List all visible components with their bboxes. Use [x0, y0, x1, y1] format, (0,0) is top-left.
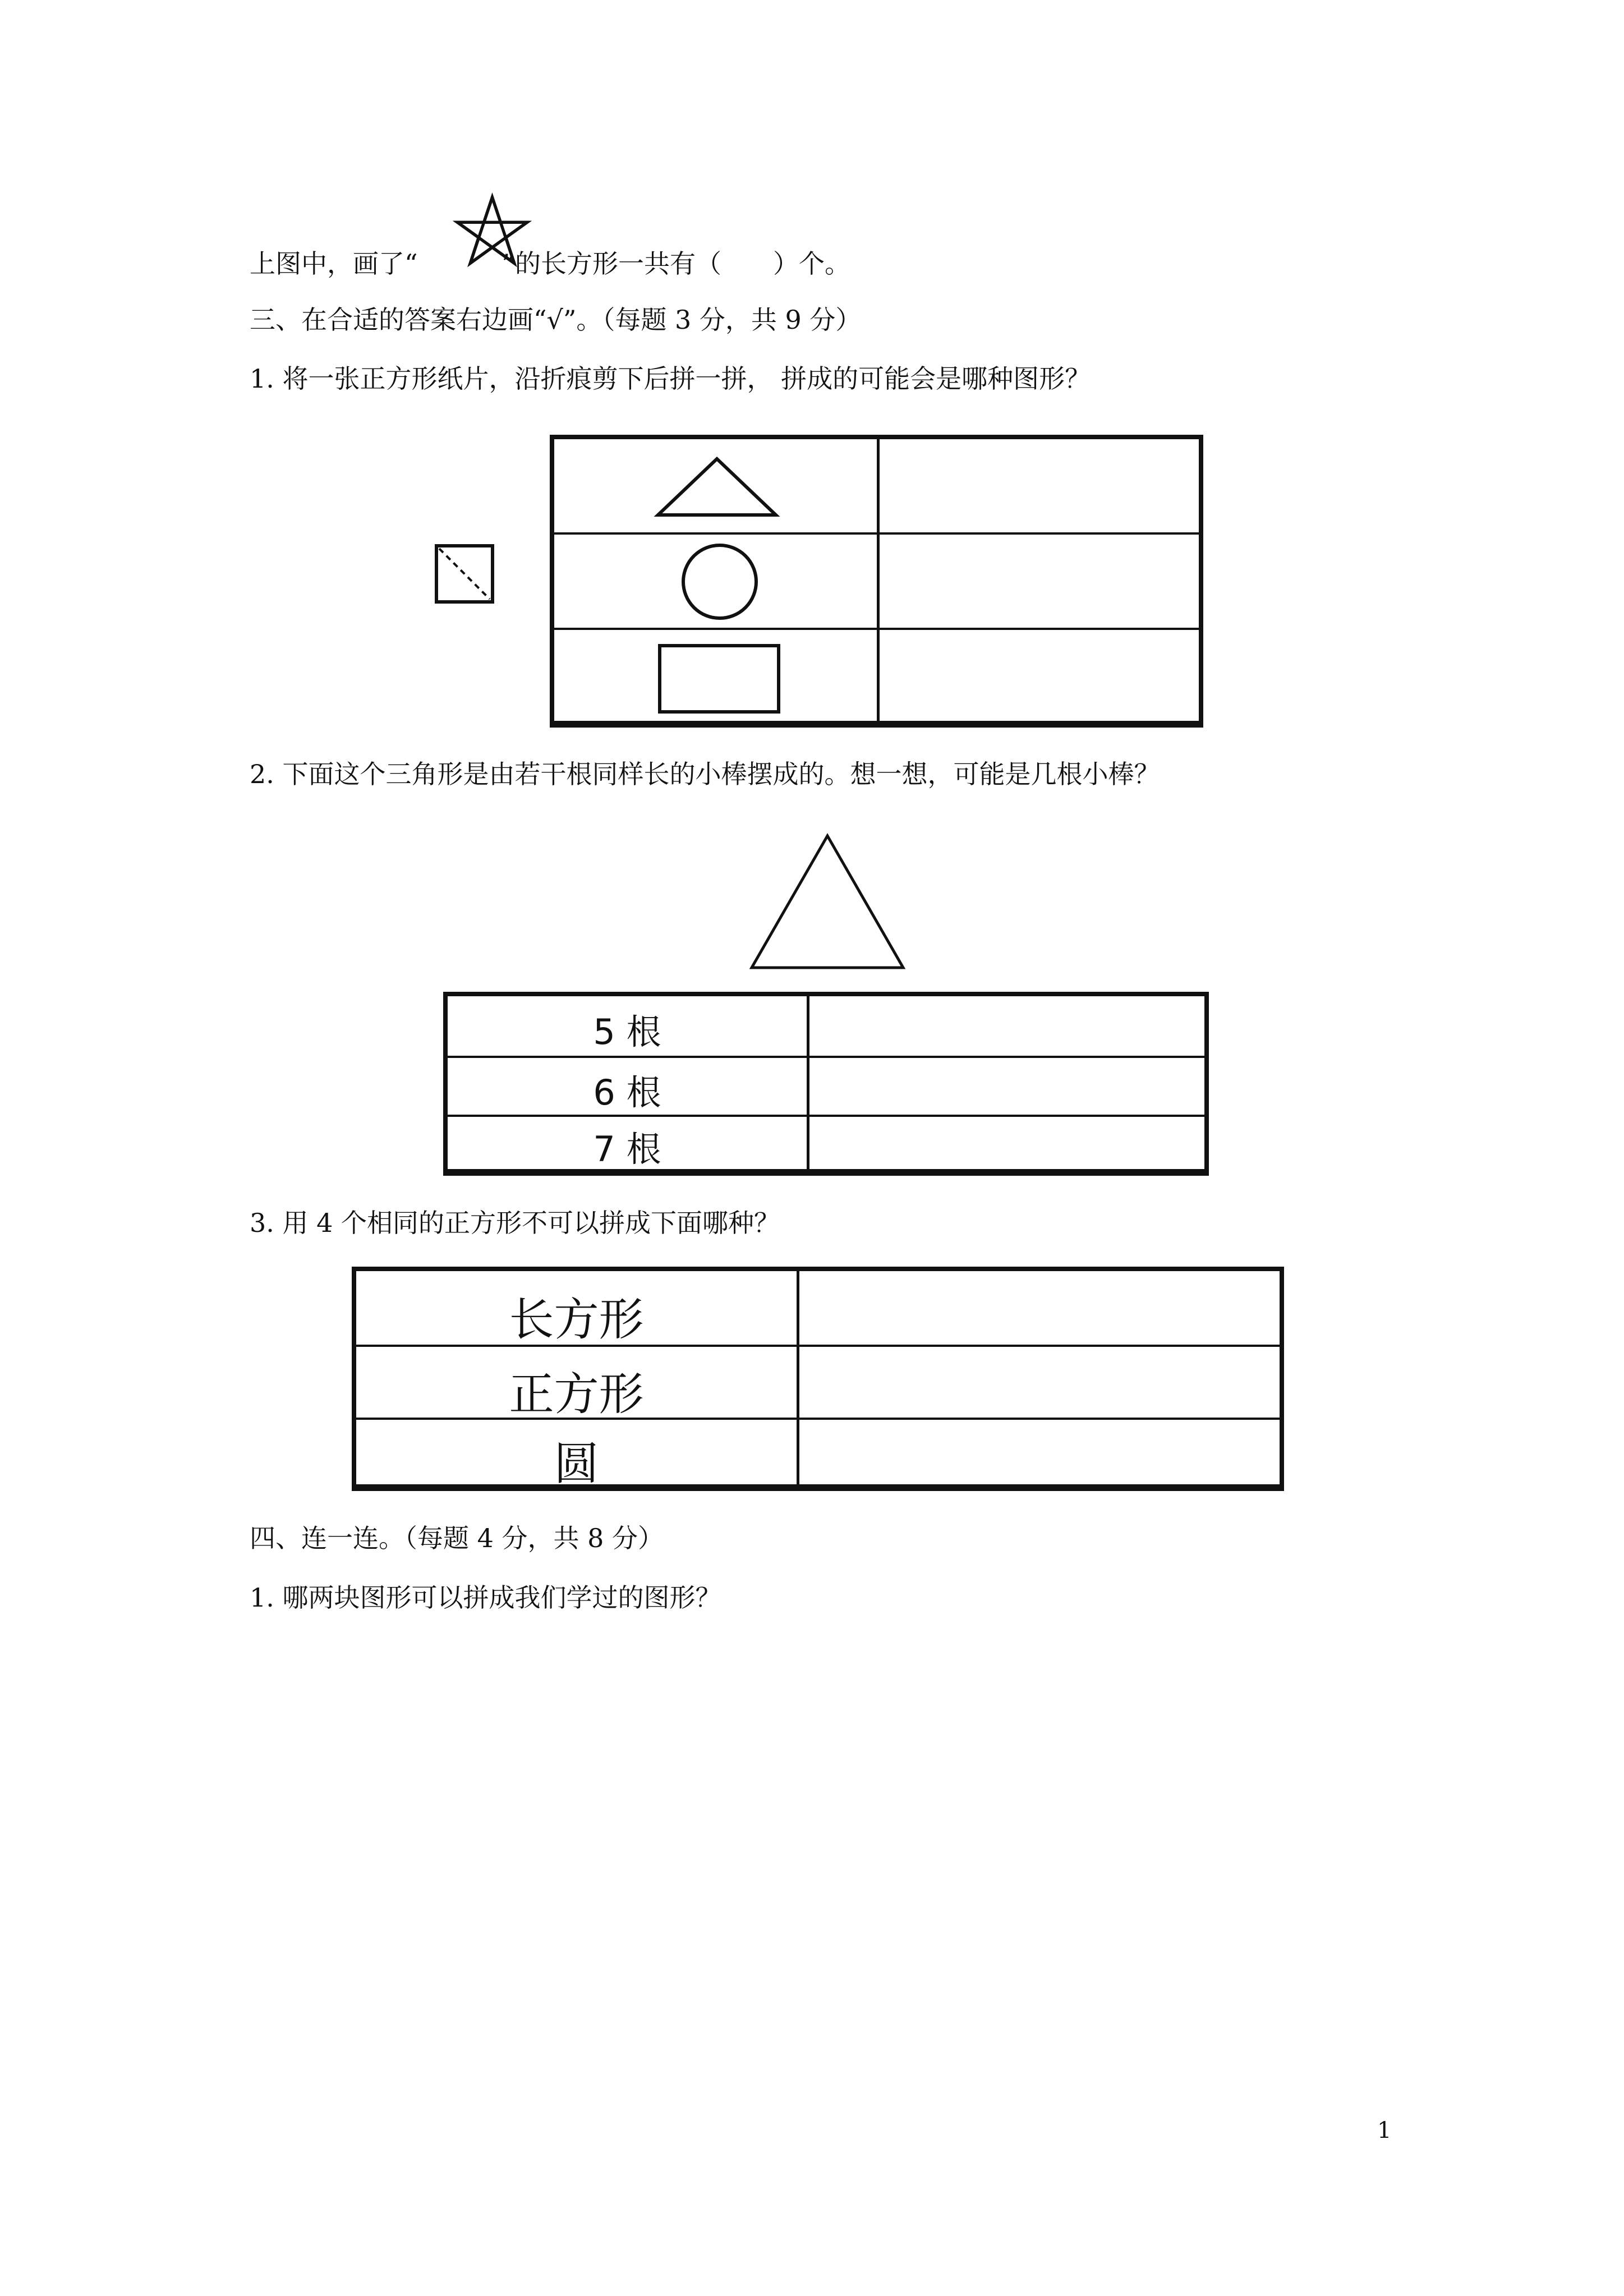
- q3-table-divider: [797, 1271, 799, 1487]
- q1-text: 1. 将一张正方形纸片，沿折痕剪下后拼一拼， 拼成的可能会是哪种图形？: [250, 364, 1091, 394]
- q1-table: [550, 435, 1203, 728]
- star-question-before: 上图中，画了“: [250, 249, 418, 279]
- q3-text: 3. 用 4 个相同的正方形不可以拼成下面哪种？: [250, 1208, 780, 1238]
- q2-table-divider: [807, 996, 809, 1171]
- q2-option-label: 5 根: [593, 1011, 661, 1052]
- q3-row[interactable]: [356, 1420, 1280, 1490]
- q3-row[interactable]: [356, 1271, 1280, 1347]
- page-number: 1: [1377, 2118, 1392, 2143]
- q1-table-divider: [877, 439, 880, 723]
- section-4-q1-text: 1. 哪两块图形可以拼成我们学过的图形？: [250, 1582, 721, 1613]
- q2-table: [443, 992, 1209, 1176]
- five-point-star-icon: [454, 194, 530, 269]
- triangle-icon: [655, 456, 779, 518]
- triangle-figure: [749, 833, 906, 970]
- q3-option-label: 正方形: [509, 1368, 644, 1420]
- q2-row[interactable]: [448, 996, 1204, 1058]
- q3-option-label: 圆: [554, 1438, 599, 1490]
- section-3-heading: 三、在合适的答案右边画“√”。（每题 3 分，共 9 分）: [250, 305, 862, 335]
- q3-row[interactable]: [356, 1347, 1280, 1420]
- q2-text: 2. 下面这个三角形是由若干根同样长的小棒摆成的。想一想，可能是几根小棒？: [250, 759, 1160, 789]
- star-question: [250, 247, 850, 280]
- section-4-heading: 四、连一连。（每题 4 分，共 8 分）: [250, 1523, 664, 1553]
- q2-row[interactable]: [448, 1058, 1204, 1117]
- rectangle-icon: [658, 644, 781, 714]
- star-question-after: ”的长方形一共有（ ）个。: [502, 249, 851, 279]
- q2-option-label: 7 根: [593, 1129, 661, 1170]
- q2-option-label: 6 根: [593, 1072, 661, 1113]
- q3-table: [352, 1267, 1284, 1491]
- q2-row[interactable]: [448, 1117, 1204, 1171]
- square-fold-icon: [435, 544, 496, 606]
- q3-option-label: 长方形: [509, 1294, 644, 1346]
- circle-icon: [680, 542, 759, 621]
